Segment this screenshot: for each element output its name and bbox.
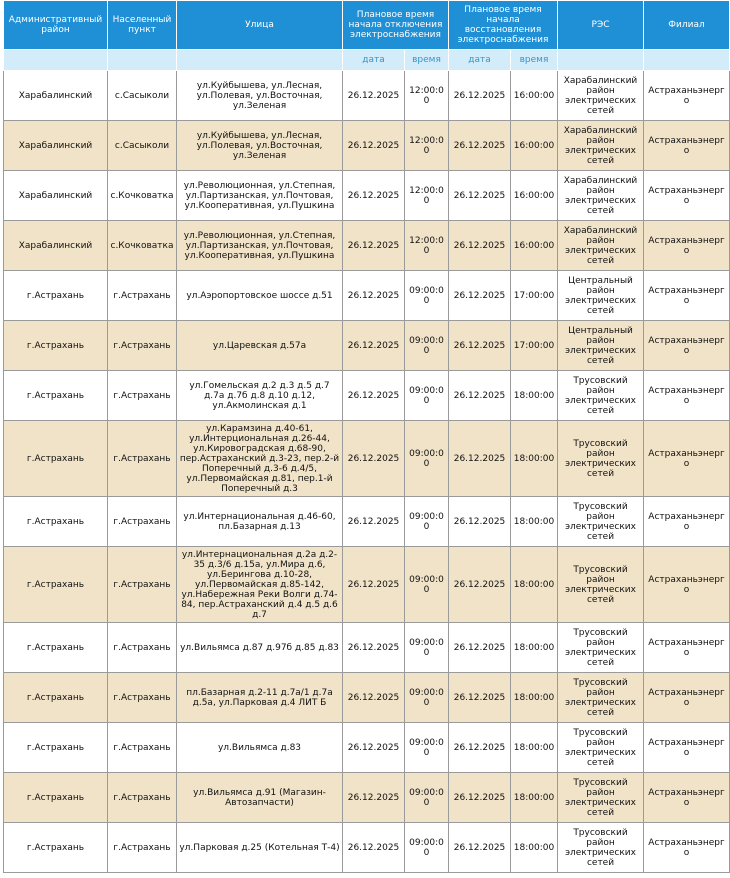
cell-on-date: 26.12.2025 bbox=[449, 421, 511, 497]
cell-locality: г.Астрахань bbox=[108, 497, 177, 547]
subheader-blank bbox=[177, 50, 343, 71]
header-res: РЭС bbox=[558, 1, 644, 50]
cell-street: ул.Карамзина д.40-61, ул.Интерциональная д.26-44, ул.Кировоградская д.68-90, пер.Астраханский д.3-23, пер.2-й Поперечный д.3-6 д.4/5, ул.Первомайская д.81, пер.1-й Поперечный д.3 bbox=[177, 421, 343, 497]
subheader-blank bbox=[4, 50, 108, 71]
cell-res: Трусовский район электрических сетей bbox=[558, 547, 644, 623]
cell-off-time: 09:00:00 bbox=[405, 321, 449, 371]
cell-off-date: 26.12.2025 bbox=[343, 547, 405, 623]
cell-on-time: 18:00:00 bbox=[511, 773, 558, 823]
cell-locality: г.Астрахань bbox=[108, 321, 177, 371]
subheader-blank bbox=[644, 50, 730, 71]
cell-on-date: 26.12.2025 bbox=[449, 321, 511, 371]
cell-branch: Астраханьэнерго bbox=[644, 121, 730, 171]
cell-street: ул.Вильямса д.91 (Магазин-Автозапчасти) bbox=[177, 773, 343, 823]
table-row bbox=[4, 421, 730, 497]
cell-on-time: 18:00:00 bbox=[511, 371, 558, 421]
cell-district: г.Астрахань bbox=[4, 723, 108, 773]
cell-branch: Астраханьэнерго bbox=[644, 371, 730, 421]
cell-locality: г.Астрахань bbox=[108, 271, 177, 321]
cell-off-time: 09:00:00 bbox=[405, 623, 449, 673]
cell-res: Харабалинский район электрических сетей bbox=[558, 121, 644, 171]
cell-off-time: 12:00:00 bbox=[405, 71, 449, 121]
cell-res: Трусовский район электрических сетей bbox=[558, 723, 644, 773]
cell-street: ул.Куйбышева, ул.Лесная, ул.Полевая, ул.Восточная, ул.Зеленая bbox=[177, 121, 343, 171]
cell-street: ул.Вильямса д.87 д.97б д.85 д.83 bbox=[177, 623, 343, 673]
table-row bbox=[4, 773, 730, 823]
cell-off-date: 26.12.2025 bbox=[343, 497, 405, 547]
cell-res: Трусовский район электрических сетей bbox=[558, 371, 644, 421]
cell-on-date: 26.12.2025 bbox=[449, 221, 511, 271]
cell-district: Харабалинский bbox=[4, 71, 108, 121]
cell-on-time: 16:00:00 bbox=[511, 171, 558, 221]
table-row bbox=[4, 121, 730, 171]
cell-res: Трусовский район электрических сетей bbox=[558, 497, 644, 547]
table-row bbox=[4, 497, 730, 547]
header-locality: Населенный пункт bbox=[108, 1, 177, 50]
cell-locality: г.Астрахань bbox=[108, 623, 177, 673]
cell-off-date: 26.12.2025 bbox=[343, 623, 405, 673]
cell-branch: Астраханьэнерго bbox=[644, 547, 730, 623]
cell-on-time: 17:00:00 bbox=[511, 321, 558, 371]
cell-on-time: 16:00:00 bbox=[511, 221, 558, 271]
cell-district: г.Астрахань bbox=[4, 623, 108, 673]
header-on-time: Плановое время начала восстановления электроснабжения bbox=[449, 1, 558, 50]
cell-district: Харабалинский bbox=[4, 221, 108, 271]
cell-on-date: 26.12.2025 bbox=[449, 723, 511, 773]
cell-off-date: 26.12.2025 bbox=[343, 271, 405, 321]
cell-res: Трусовский район электрических сетей bbox=[558, 623, 644, 673]
table-row bbox=[4, 673, 730, 723]
cell-on-date: 26.12.2025 bbox=[449, 171, 511, 221]
cell-res: Трусовский район электрических сетей bbox=[558, 773, 644, 823]
cell-district: Харабалинский bbox=[4, 121, 108, 171]
cell-on-date: 26.12.2025 bbox=[449, 673, 511, 723]
cell-branch: Астраханьэнерго bbox=[644, 221, 730, 271]
cell-res: Трусовский район электрических сетей bbox=[558, 673, 644, 723]
cell-on-date: 26.12.2025 bbox=[449, 371, 511, 421]
cell-on-time: 18:00:00 bbox=[511, 547, 558, 623]
cell-res: Харабалинский район электрических сетей bbox=[558, 171, 644, 221]
cell-on-date: 26.12.2025 bbox=[449, 71, 511, 121]
subheader-row bbox=[4, 50, 730, 71]
cell-street: ул.Царевская д.57а bbox=[177, 321, 343, 371]
subheader-off-time: время bbox=[405, 50, 449, 71]
cell-branch: Астраханьэнерго bbox=[644, 497, 730, 547]
cell-off-date: 26.12.2025 bbox=[343, 421, 405, 497]
cell-branch: Астраханьэнерго bbox=[644, 823, 730, 873]
cell-street: ул.Аэропортовское шоссе д.51 bbox=[177, 271, 343, 321]
table-row bbox=[4, 623, 730, 673]
table-row bbox=[4, 271, 730, 321]
cell-street: пл.Базарная д.2-11 д.7а/1 д.7а д.5а, ул.Парковая д.4 ЛИТ Б bbox=[177, 673, 343, 723]
table-row bbox=[4, 723, 730, 773]
cell-locality: г.Астрахань bbox=[108, 673, 177, 723]
cell-res: Трусовский район электрических сетей bbox=[558, 823, 644, 873]
cell-branch: Астраханьэнерго bbox=[644, 171, 730, 221]
header-street: Улица bbox=[177, 1, 343, 50]
cell-locality: г.Астрахань bbox=[108, 823, 177, 873]
cell-district: г.Астрахань bbox=[4, 497, 108, 547]
subheader-on-date: дата bbox=[449, 50, 511, 71]
cell-locality: г.Астрахань bbox=[108, 547, 177, 623]
header-row bbox=[4, 1, 730, 50]
cell-res: Центральный район электрических сетей bbox=[558, 271, 644, 321]
cell-off-date: 26.12.2025 bbox=[343, 723, 405, 773]
cell-district: г.Астрахань bbox=[4, 673, 108, 723]
table-row bbox=[4, 371, 730, 421]
cell-street: ул.Интернациональная д.2а д.2-35 д.3/6 д.15а, ул.Мира д.6, ул.Берингова д.10-28, ул.Первомайская д.85-142, ул.Набережная Реки Волги д.74-84, пер.Астраханский д.4 д.5 д.6 д.7 bbox=[177, 547, 343, 623]
cell-on-time: 18:00:00 bbox=[511, 723, 558, 773]
cell-off-time: 12:00:00 bbox=[405, 171, 449, 221]
cell-off-time: 09:00:00 bbox=[405, 421, 449, 497]
cell-on-time: 18:00:00 bbox=[511, 421, 558, 497]
cell-on-date: 26.12.2025 bbox=[449, 773, 511, 823]
cell-on-time: 18:00:00 bbox=[511, 497, 558, 547]
cell-on-time: 18:00:00 bbox=[511, 623, 558, 673]
table-row bbox=[4, 171, 730, 221]
cell-locality: с.Кочковатка bbox=[108, 221, 177, 271]
cell-on-time: 18:00:00 bbox=[511, 673, 558, 723]
cell-off-date: 26.12.2025 bbox=[343, 321, 405, 371]
subheader-off-date: дата bbox=[343, 50, 405, 71]
cell-street: ул.Вильямса д.83 bbox=[177, 723, 343, 773]
cell-branch: Астраханьэнерго bbox=[644, 321, 730, 371]
cell-off-time: 09:00:00 bbox=[405, 271, 449, 321]
cell-off-date: 26.12.2025 bbox=[343, 371, 405, 421]
cell-res: Харабалинский район электрических сетей bbox=[558, 221, 644, 271]
cell-on-date: 26.12.2025 bbox=[449, 121, 511, 171]
cell-off-time: 12:00:00 bbox=[405, 221, 449, 271]
cell-branch: Астраханьэнерго bbox=[644, 773, 730, 823]
cell-on-date: 26.12.2025 bbox=[449, 271, 511, 321]
cell-branch: Астраханьэнерго bbox=[644, 723, 730, 773]
cell-on-date: 26.12.2025 bbox=[449, 497, 511, 547]
cell-locality: г.Астрахань bbox=[108, 371, 177, 421]
cell-branch: Астраханьэнерго bbox=[644, 623, 730, 673]
outage-schedule-table bbox=[3, 0, 730, 873]
table-row bbox=[4, 221, 730, 271]
cell-locality: г.Астрахань bbox=[108, 723, 177, 773]
table-row bbox=[4, 71, 730, 121]
cell-locality: с.Сасыколи bbox=[108, 71, 177, 121]
cell-district: Харабалинский bbox=[4, 171, 108, 221]
cell-district: г.Астрахань bbox=[4, 271, 108, 321]
cell-district: г.Астрахань bbox=[4, 773, 108, 823]
cell-on-time: 17:00:00 bbox=[511, 271, 558, 321]
cell-branch: Астраханьэнерго bbox=[644, 71, 730, 121]
cell-locality: г.Астрахань bbox=[108, 421, 177, 497]
cell-off-time: 09:00:00 bbox=[405, 673, 449, 723]
cell-street: ул.Гомельская д.2 д.3 д.5 д.7 д.7а д.7б д.8 д.10 д.12, ул.Акмолинская д.1 bbox=[177, 371, 343, 421]
cell-district: г.Астрахань bbox=[4, 371, 108, 421]
table-row bbox=[4, 823, 730, 873]
cell-district: г.Астрахань bbox=[4, 421, 108, 497]
cell-on-time: 16:00:00 bbox=[511, 71, 558, 121]
cell-district: г.Астрахань bbox=[4, 321, 108, 371]
table-row bbox=[4, 321, 730, 371]
cell-locality: с.Сасыколи bbox=[108, 121, 177, 171]
cell-branch: Астраханьэнерго bbox=[644, 271, 730, 321]
cell-on-date: 26.12.2025 bbox=[449, 623, 511, 673]
cell-district: г.Астрахань bbox=[4, 547, 108, 623]
cell-branch: Астраханьэнерго bbox=[644, 421, 730, 497]
cell-branch: Астраханьэнерго bbox=[644, 673, 730, 723]
cell-off-time: 12:00:00 bbox=[405, 121, 449, 171]
subheader-on-time: время bbox=[511, 50, 558, 71]
cell-street: ул.Парковая д.25 (Котельная Т-4) bbox=[177, 823, 343, 873]
cell-res: Центральный район электрических сетей bbox=[558, 321, 644, 371]
cell-off-date: 26.12.2025 bbox=[343, 221, 405, 271]
table-row bbox=[4, 547, 730, 623]
cell-street: ул.Интернациональная д.46-60, пл.Базарная д.13 bbox=[177, 497, 343, 547]
cell-off-time: 09:00:00 bbox=[405, 547, 449, 623]
cell-off-time: 09:00:00 bbox=[405, 371, 449, 421]
cell-off-time: 09:00:00 bbox=[405, 773, 449, 823]
cell-street: ул.Революционная, ул.Степная, ул.Партизанская, ул.Почтовая, ул.Кооперативная, ул.Пушкина bbox=[177, 171, 343, 221]
table-body bbox=[4, 71, 730, 873]
cell-off-time: 09:00:00 bbox=[405, 497, 449, 547]
cell-off-date: 26.12.2025 bbox=[343, 823, 405, 873]
cell-street: ул.Революционная, ул.Степная, ул.Партизанская, ул.Почтовая, ул.Кооперативная, ул.Пушкина bbox=[177, 221, 343, 271]
cell-off-time: 09:00:00 bbox=[405, 823, 449, 873]
header-district: Административный район bbox=[4, 1, 108, 50]
cell-off-date: 26.12.2025 bbox=[343, 673, 405, 723]
cell-on-time: 16:00:00 bbox=[511, 121, 558, 171]
cell-off-date: 26.12.2025 bbox=[343, 121, 405, 171]
cell-off-date: 26.12.2025 bbox=[343, 71, 405, 121]
cell-locality: г.Астрахань bbox=[108, 773, 177, 823]
cell-off-date: 26.12.2025 bbox=[343, 171, 405, 221]
cell-district: г.Астрахань bbox=[4, 823, 108, 873]
cell-on-date: 26.12.2025 bbox=[449, 547, 511, 623]
cell-locality: с.Кочковатка bbox=[108, 171, 177, 221]
cell-off-time: 09:00:00 bbox=[405, 723, 449, 773]
subheader-blank bbox=[108, 50, 177, 71]
cell-res: Харабалинский район электрических сетей bbox=[558, 71, 644, 121]
cell-on-date: 26.12.2025 bbox=[449, 823, 511, 873]
cell-off-date: 26.12.2025 bbox=[343, 773, 405, 823]
cell-street: ул.Куйбышева, ул.Лесная, ул.Полевая, ул.Восточная, ул.Зеленая bbox=[177, 71, 343, 121]
cell-res: Трусовский район электрических сетей bbox=[558, 421, 644, 497]
cell-on-time: 18:00:00 bbox=[511, 823, 558, 873]
subheader-blank bbox=[558, 50, 644, 71]
header-branch: Филиал bbox=[644, 1, 730, 50]
header-off-time: Плановое время начала отключения электроснабжения bbox=[343, 1, 449, 50]
